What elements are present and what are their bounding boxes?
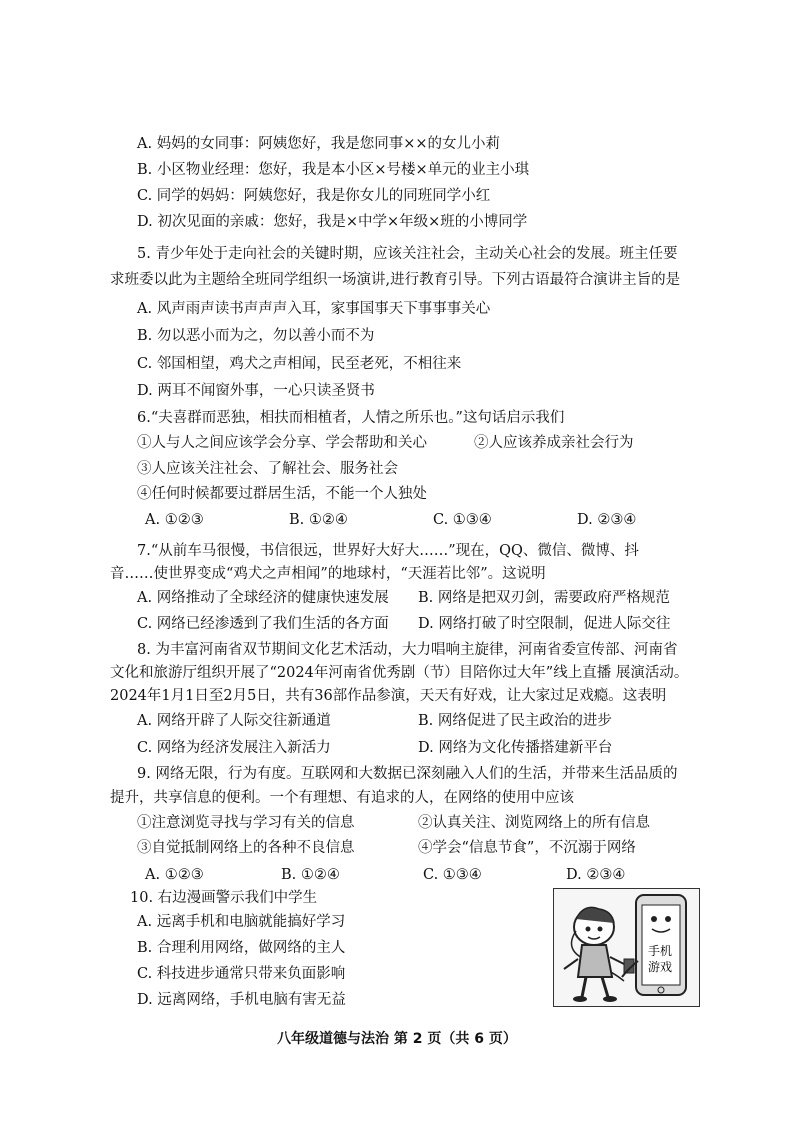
q9-item-4: ④学会“信息节食”，不沉溺于网络: [418, 840, 636, 856]
q6-choice-c: C. ①③④: [433, 512, 492, 528]
q9-item-1: ①注意浏览寻找与学习有关的信息: [137, 815, 355, 831]
q6-choice-a: A. ①②③: [145, 512, 204, 528]
q9-item-3: ③自觉抵制网络上的各种不良信息: [137, 840, 355, 856]
q6-item-3: ③人应该关注社会、了解社会、服务社会: [137, 461, 398, 477]
q5-option-b: B. 勿以恶小而为之，勿以善小而不为: [137, 328, 375, 344]
q10-option-c: C. 科技进步通常只带来负面影响: [137, 966, 346, 982]
q6-item-2: ②人应该养成亲社会行为: [474, 435, 634, 451]
q7-option-c: C. 网络已经渗透到了我们生活的各方面: [137, 616, 389, 632]
q9-stem-line1: 9. 网络无限，行为有度。互联网和大数据已深刻融入人们的生活，并带来生活品质的: [137, 766, 678, 782]
q8-option-d: D. 网络为文化传播搭建新平台: [418, 740, 613, 756]
q5-stem-line2: 求班委以此为主题给全班同学组织一场演讲,进行教育引导。下列古语最符合演讲主旨的是: [110, 272, 681, 288]
q5-option-d: D. 两耳不闻窗外事，一心只读圣贤书: [137, 383, 375, 399]
q6-stem: 6.“夫喜群而恶独，相扶而相植者，人情之所乐也。”这句话启示我们: [137, 410, 565, 426]
cartoon-text-phone: 手机: [648, 944, 673, 958]
q4-option-b: B. 小区物业经理：您好，我是本小区×号楼×单元的业主小琪: [137, 162, 530, 178]
cartoon-drawing: [554, 889, 699, 1006]
q6-item-4: ④任何时候都要过群居生活，不能一个人独处: [137, 486, 427, 502]
q6-choice-d: D. ②③④: [577, 512, 637, 528]
q7-option-d: D. 网络打破了时空限制，促进人际交往: [418, 616, 671, 632]
q4-option-d: D. 初次见面的亲戚：您好，我是×中学×年级×班的小博同学: [137, 214, 528, 230]
q9-choice-b: B. ①②④: [281, 867, 340, 883]
q9-choice-d: D. ②③④: [566, 867, 626, 883]
q8-stem-line3: 2024年1月1日至2月5日，共有36部作品参演，天天有好戏，让大家过足戏瘾。这表明: [110, 688, 667, 704]
q9-item-2: ②认真关注、浏览网络上的所有信息: [418, 815, 650, 831]
q8-stem-line1: 8. 为丰富河南省双节期间文化艺术活动，大力唱响主旋律，河南省委宣传部、河南省: [137, 642, 678, 658]
q8-option-a: A. 网络开辟了人际交往新通道: [137, 713, 331, 729]
q6-item-1: ①人与人之间应该学会分享、学会帮助和关心: [137, 435, 427, 451]
cartoon-text-game: 游戏: [648, 960, 673, 974]
q10-option-d: D. 远离网络，手机电脑有害无益: [137, 992, 346, 1008]
q9-choice-a: A. ①②③: [145, 867, 204, 883]
q6-choice-b: B. ①②④: [289, 512, 348, 528]
q8-option-b: B. 网络促进了民主政治的进步: [418, 713, 612, 729]
cartoon-image: [553, 888, 700, 1007]
page-footer: 八年级道德与法治 第 2 页（共 6 页）: [277, 1031, 517, 1047]
q10-stem: 10. 右边漫画警示我们中学生: [130, 890, 318, 906]
q5-stem-line1: 5. 青少年处于走向社会的关键时期，应该关注社会，主动关心社会的发展。班主任要: [137, 246, 678, 262]
q4-option-c: C. 同学的妈妈：阿姨您好，我是你女儿的同班同学小红: [137, 188, 491, 204]
q7-stem-line1: 7.“从前车马很慢，书信很远，世界好大好大……”现在，QQ、微信、微博、抖: [137, 543, 639, 559]
q8-option-c: C. 网络为经济发展注入新活力: [137, 740, 331, 756]
q7-stem-line2: 音……使世界变成“鸡犬之声相闻”的地球村，“天涯若比邻”。这说明: [110, 566, 546, 582]
q5-option-a: A. 风声雨声读书声声声入耳，家事国事天下事事事关心: [137, 301, 491, 317]
q9-choice-c: C. ①③④: [423, 867, 482, 883]
q5-option-c: C. 邻国相望，鸡犬之声相闻，民至老死，不相往来: [137, 356, 462, 372]
q4-option-a: A. 妈妈的女同事：阿姨您好，我是您同事××的女儿小莉: [137, 136, 500, 152]
q7-option-b: B. 网络是把双刃剑，需要政府严格规范: [418, 590, 670, 606]
q7-option-a: A. 网络推动了全球经济的健康快速发展: [137, 590, 389, 606]
q10-option-b: B. 合理利用网络，做网络的主人: [137, 940, 346, 956]
q8-stem-line2: 文化和旅游厅组织开展了“2024年河南省优秀剧（节）目陪你过大年”线上直播 展演活动。: [110, 665, 689, 681]
q9-stem-line2: 提升，共享信息的便利。一个有理想、有追求的人，在网络的使用中应该: [110, 790, 574, 806]
q10-option-a: A. 远离手机和电脑就能搞好学习: [137, 914, 346, 930]
